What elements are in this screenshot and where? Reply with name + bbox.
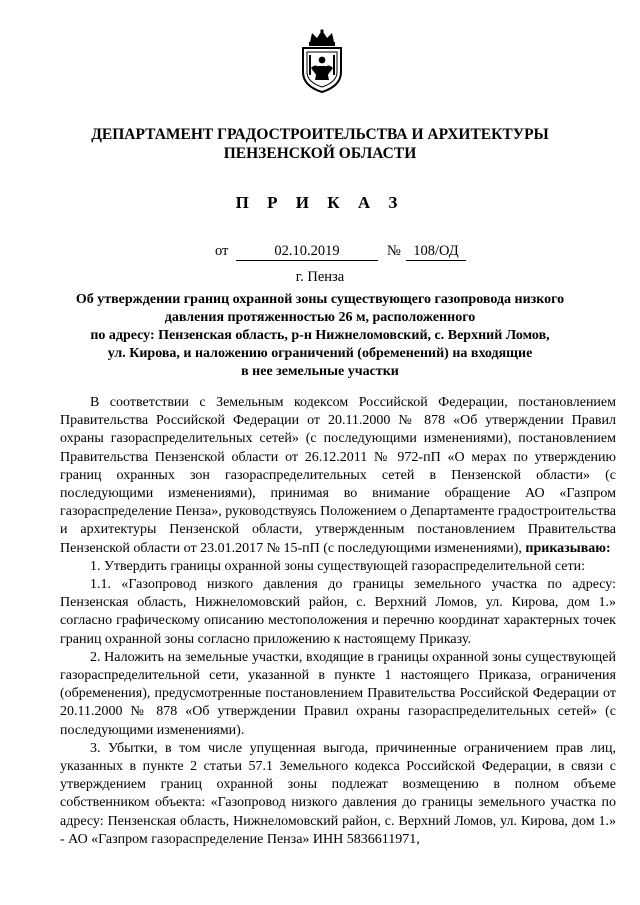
subject-line: Об утверждении границ охранной зоны существующего газопровода низкого bbox=[75, 292, 565, 307]
preamble-colon: : bbox=[606, 540, 611, 556]
item-2-paragraph: 2. Наложить на земельные участки, входящие в границы охранной зоны существующей газораспределительной сети, указанной в пункте 1 настоящего Приказа, ограничения (обременения), предусмотренные постановлением Правительства Российской Федерации от 20.11.2000 № 878 «Об утверждении Правил охраны газораспределительных сетей» (с последующими изменениями). bbox=[60, 649, 616, 738]
order-city: г. Пенза bbox=[295, 269, 345, 285]
subject-line: по адресу: Пензенская область, р-н Нижнеломовский, с. Верхний Ломов, bbox=[90, 328, 550, 343]
item-1-1-paragraph: 1.1. «Газопровод низкого давления до границы земельного участка по адресу: Пензенская область, Нижнеломовский район, с. Верхний Ломов, ул. Кирова, дом 1.» согласно графическому описанию местоположения и перечню координат характерных точек границ охранной зоны согласно приложению к настоящему Приказу. bbox=[60, 577, 616, 647]
order-date: 02.10.2019 bbox=[236, 243, 378, 261]
date-label: от bbox=[215, 243, 229, 259]
department-name-line1: ДЕПАРТАМЕНТ ГРАДОСТРОИТЕЛЬСТВА И АРХИТЕКТУРЫ bbox=[91, 126, 549, 143]
department-name-line2: ПЕНЗЕНСКОЙ ОБЛАСТИ bbox=[223, 145, 417, 162]
subject-line: ул. Кирова, и наложению ограничений (обременений) на входящие bbox=[107, 346, 533, 361]
order-date-line bbox=[0, 243, 640, 263]
number-label: № bbox=[387, 243, 401, 259]
penza-coat-of-arms-icon bbox=[296, 28, 348, 94]
item-3-paragraph: 3. Убытки, в том числе упущенная выгода, причиненные ограничением прав лиц, указанных в пункте 2 статьи 57.1 Земельного кодекса Российской Федерации, в связи с утверждением границ охранной зоны подлежат возмещению в полном объеме собственником объекта: «Газопровод низкого давления до границы земельного участка по адресу: Пензенская область, Нижнеломовский район, с. Верхний Ломов, ул. Кирова, дом 1.» - АО «Газпром газораспределение Пенза» ИНН 5836611971, bbox=[60, 740, 616, 847]
preamble-paragraph bbox=[60, 394, 616, 558]
preamble-text: В соответствии с Земельным кодексом Российской Федерации, постановлением Правительства Российской Федерации от 20.11.2000 № 878 «Об утверждении Правил охраны газораспределительных сетей» (с последующими изменениями), постановлением Правительства Пензенской области от 26.12.2011 № 972-пП «О мерах по утверждению границ охранных зон газораспределительных сетей в Пензенской области» (с последующими изменениями), принимая во внимание обращение АО «Газпром газораспределение Пенза», руководствуясь Положением о Департаменте градостроительства и архитектуры Пензенской области, утвержденным постановлением Правительства Пензенской области от 23.01.2017 № 15-пП (с последующими изменениями), bbox=[60, 395, 616, 556]
subject-line: в нее земельные участки bbox=[241, 364, 399, 379]
department-header bbox=[0, 125, 640, 163]
order-subject bbox=[40, 291, 600, 381]
item-1-paragraph: 1. Утвердить границы охранной зоны существующей газораспределительной сети: bbox=[90, 558, 585, 574]
order-body bbox=[60, 394, 616, 849]
preamble-bold-word: приказываю bbox=[525, 540, 606, 556]
order-title: П Р И К А З bbox=[235, 193, 405, 212]
order-number: 108/ОД bbox=[406, 243, 466, 261]
subject-line: давления протяженностью 26 м, расположенного bbox=[164, 310, 476, 325]
